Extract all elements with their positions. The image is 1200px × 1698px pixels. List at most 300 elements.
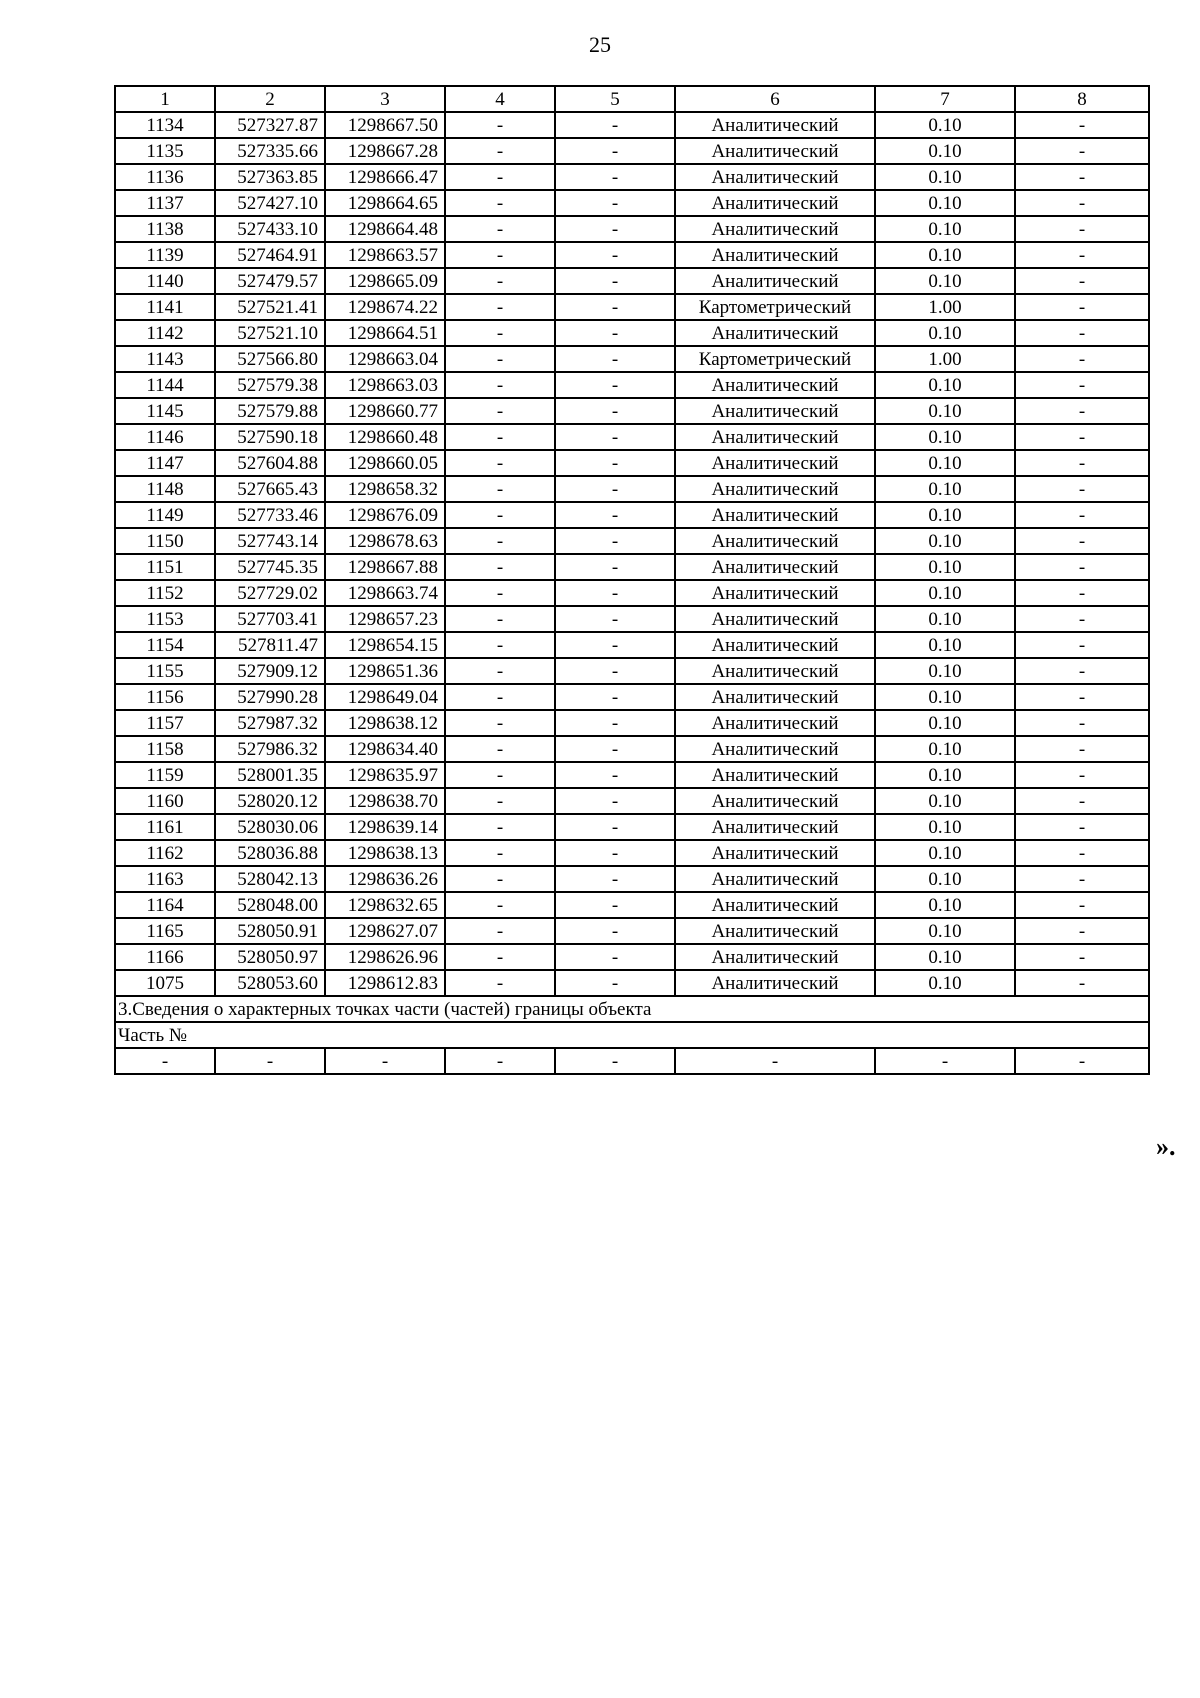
table-cell: 527363.85	[215, 164, 325, 190]
table-cell: -	[1015, 372, 1149, 398]
table-cell: Аналитический	[675, 944, 875, 970]
table-cell: 0.10	[875, 606, 1015, 632]
table-cell: 528001.35	[215, 762, 325, 788]
table-cell: 1158	[115, 736, 215, 762]
table-cell: -	[555, 424, 675, 450]
empty-part-row	[115, 1048, 1149, 1074]
table-cell: 1298649.04	[325, 684, 445, 710]
table-cell: -	[1015, 658, 1149, 684]
table-cell: -	[555, 684, 675, 710]
table-cell: Аналитический	[675, 632, 875, 658]
table-cell: -	[555, 762, 675, 788]
table-cell: -	[445, 580, 555, 606]
table-header-row	[115, 86, 1149, 112]
table-cell: -	[1015, 424, 1149, 450]
table-cell: 0.10	[875, 242, 1015, 268]
table-cell: Аналитический	[675, 528, 875, 554]
table-cell: -	[325, 1048, 445, 1074]
table-row	[115, 554, 1149, 580]
page-number: 25	[589, 32, 611, 57]
table-cell: 1298665.09	[325, 268, 445, 294]
table-cell: 1298663.74	[325, 580, 445, 606]
table-cell: -	[555, 164, 675, 190]
table-row	[115, 346, 1149, 372]
table-cell: 1164	[115, 892, 215, 918]
table-cell: 1298660.77	[325, 398, 445, 424]
table-cell: Аналитический	[675, 242, 875, 268]
table-cell: -	[1015, 346, 1149, 372]
table-cell: Аналитический	[675, 502, 875, 528]
table-cell: -	[445, 190, 555, 216]
table-cell: Аналитический	[675, 190, 875, 216]
table-cell: 0.10	[875, 424, 1015, 450]
table-cell: 527590.18	[215, 424, 325, 450]
table-cell: -	[555, 476, 675, 502]
table-cell: 1298667.28	[325, 138, 445, 164]
table-row	[115, 814, 1149, 840]
table-row	[115, 710, 1149, 736]
table-cell: 1075	[115, 970, 215, 996]
table-cell: -	[445, 944, 555, 970]
table-cell: -	[555, 866, 675, 892]
table-cell: 1298632.65	[325, 892, 445, 918]
table-cell: 1154	[115, 632, 215, 658]
table-cell: 1298658.32	[325, 476, 445, 502]
table-cell: -	[445, 450, 555, 476]
table-cell: -	[445, 658, 555, 684]
table-cell: 0.10	[875, 684, 1015, 710]
table-cell: 0.10	[875, 190, 1015, 216]
table-cell: 0.10	[875, 164, 1015, 190]
part-row	[115, 1022, 1149, 1048]
table-cell: Аналитический	[675, 892, 875, 918]
table-cell: -	[445, 242, 555, 268]
table-cell: 1298664.65	[325, 190, 445, 216]
table-cell: -	[555, 398, 675, 424]
table-cell: Аналитический	[675, 866, 875, 892]
table-cell: 527521.41	[215, 294, 325, 320]
table-cell: 0.10	[875, 372, 1015, 398]
table-cell: 527479.57	[215, 268, 325, 294]
table-cell: 527566.80	[215, 346, 325, 372]
table-cell: Аналитический	[675, 398, 875, 424]
table-cell: 527579.88	[215, 398, 325, 424]
table-cell: 0.10	[875, 970, 1015, 996]
table-cell: 1134	[115, 112, 215, 138]
table-cell: -	[555, 970, 675, 996]
table-row	[115, 944, 1149, 970]
table-cell: -	[555, 554, 675, 580]
table-cell: Аналитический	[675, 970, 875, 996]
table-cell: 1298676.09	[325, 502, 445, 528]
table-cell: -	[555, 528, 675, 554]
table-cell: 0.10	[875, 398, 1015, 424]
table-cell: -	[445, 138, 555, 164]
table-row	[115, 372, 1149, 398]
table-cell: 1298635.97	[325, 762, 445, 788]
table-cell: 1143	[115, 346, 215, 372]
table-cell: -	[555, 658, 675, 684]
table-cell: 528030.06	[215, 814, 325, 840]
table-cell: 1298674.22	[325, 294, 445, 320]
table-cell: 0.10	[875, 450, 1015, 476]
table-cell: 527604.88	[215, 450, 325, 476]
table-cell: -	[1015, 632, 1149, 658]
table-row	[115, 736, 1149, 762]
table-cell: -	[1015, 1048, 1149, 1074]
table-cell: -	[1015, 892, 1149, 918]
table-cell: -	[555, 632, 675, 658]
table-row	[115, 320, 1149, 346]
table-cell: -	[445, 736, 555, 762]
table-cell: 1166	[115, 944, 215, 970]
table-cell: 527335.66	[215, 138, 325, 164]
table-cell: 1141	[115, 294, 215, 320]
table-cell: -	[445, 320, 555, 346]
table-cell: -	[555, 242, 675, 268]
table-cell: 0.10	[875, 580, 1015, 606]
table-cell: -	[555, 944, 675, 970]
table-row	[115, 528, 1149, 554]
table-cell: -	[555, 294, 675, 320]
table-cell: 527987.32	[215, 710, 325, 736]
table-cell: -	[445, 372, 555, 398]
table-cell: 0.10	[875, 554, 1015, 580]
table-cell: -	[1015, 710, 1149, 736]
table-body	[115, 112, 1149, 996]
table-cell: -	[445, 502, 555, 528]
section-title: 3.Сведения о характерных точках части (частей) границы объекта	[115, 996, 1149, 1022]
table-cell: 1298654.15	[325, 632, 445, 658]
table-cell: 528048.00	[215, 892, 325, 918]
table-cell: 527327.87	[215, 112, 325, 138]
table-cell: 527521.10	[215, 320, 325, 346]
table-row	[115, 268, 1149, 294]
table-cell: 0.10	[875, 268, 1015, 294]
table-cell: -	[555, 268, 675, 294]
table-cell: -	[445, 268, 555, 294]
section-row	[115, 996, 1149, 1022]
table-cell: -	[1015, 164, 1149, 190]
table-cell: -	[1015, 268, 1149, 294]
table-row	[115, 450, 1149, 476]
table-cell: -	[1015, 138, 1149, 164]
table-cell: 1298638.12	[325, 710, 445, 736]
table-cell: 1159	[115, 762, 215, 788]
table-cell: 1163	[115, 866, 215, 892]
table-cell: 1155	[115, 658, 215, 684]
table-cell: 527433.10	[215, 216, 325, 242]
table-cell: 1156	[115, 684, 215, 710]
table-cell: -	[445, 762, 555, 788]
table-cell: -	[675, 1048, 875, 1074]
table-row	[115, 866, 1149, 892]
table-row	[115, 424, 1149, 450]
table-cell: Аналитический	[675, 840, 875, 866]
table-cell: 527427.10	[215, 190, 325, 216]
table-cell: -	[555, 814, 675, 840]
table-cell: 0.10	[875, 788, 1015, 814]
table-cell: 1144	[115, 372, 215, 398]
table-cell: 527990.28	[215, 684, 325, 710]
table-cell: -	[1015, 762, 1149, 788]
table-row	[115, 970, 1149, 996]
table-cell: 1.00	[875, 294, 1015, 320]
table-row	[115, 216, 1149, 242]
table-cell: Аналитический	[675, 450, 875, 476]
table-cell: 1298660.05	[325, 450, 445, 476]
table-cell: 1298663.57	[325, 242, 445, 268]
table-cell: -	[445, 476, 555, 502]
table-row	[115, 632, 1149, 658]
table-cell: 1148	[115, 476, 215, 502]
table-cell: 1139	[115, 242, 215, 268]
table-row	[115, 112, 1149, 138]
table-row	[115, 398, 1149, 424]
table-cell: 1152	[115, 580, 215, 606]
table-cell: -	[1015, 736, 1149, 762]
table-cell: 527745.35	[215, 554, 325, 580]
table-cell: 0.10	[875, 216, 1015, 242]
column-header: 1	[115, 86, 215, 112]
table-cell: -	[445, 788, 555, 814]
table-cell: -	[1015, 866, 1149, 892]
table-cell: Аналитический	[675, 320, 875, 346]
table-cell: -	[445, 164, 555, 190]
table-cell: -	[445, 528, 555, 554]
table-cell: -	[445, 398, 555, 424]
table-cell: 1298664.51	[325, 320, 445, 346]
table-cell: -	[1015, 320, 1149, 346]
table-cell: -	[555, 372, 675, 398]
table-cell: -	[555, 736, 675, 762]
table-cell: -	[445, 112, 555, 138]
table-cell: 1298663.03	[325, 372, 445, 398]
table-row	[115, 476, 1149, 502]
table-row	[115, 606, 1149, 632]
column-header: 2	[215, 86, 325, 112]
table-cell: Аналитический	[675, 658, 875, 684]
table-cell: 1150	[115, 528, 215, 554]
table-cell: Аналитический	[675, 112, 875, 138]
table-cell: 1136	[115, 164, 215, 190]
table-cell: 0.10	[875, 502, 1015, 528]
table-cell: Аналитический	[675, 216, 875, 242]
table-cell: 1140	[115, 268, 215, 294]
table-cell: 0.10	[875, 632, 1015, 658]
table-cell: -	[445, 892, 555, 918]
table-cell: -	[1015, 528, 1149, 554]
table-cell: 1298663.04	[325, 346, 445, 372]
table-cell: -	[555, 346, 675, 372]
table-cell: -	[1015, 476, 1149, 502]
table-cell: -	[1015, 840, 1149, 866]
table-cell: 1298667.50	[325, 112, 445, 138]
table-cell: -	[555, 788, 675, 814]
table-cell: 1298638.70	[325, 788, 445, 814]
table-cell: -	[555, 450, 675, 476]
table-cell: 1161	[115, 814, 215, 840]
table-cell: -	[1015, 294, 1149, 320]
table-cell: -	[875, 1048, 1015, 1074]
table-row	[115, 918, 1149, 944]
table-cell: 0.10	[875, 112, 1015, 138]
table-cell: -	[1015, 970, 1149, 996]
table-row	[115, 190, 1149, 216]
table-cell: 1162	[115, 840, 215, 866]
column-header: 6	[675, 86, 875, 112]
table-cell: 1160	[115, 788, 215, 814]
table-cell: Аналитический	[675, 580, 875, 606]
table-cell: 527729.02	[215, 580, 325, 606]
table-cell: 1149	[115, 502, 215, 528]
table-cell: -	[555, 840, 675, 866]
table-cell: -	[555, 710, 675, 736]
table-cell: -	[1015, 502, 1149, 528]
coordinates-table	[114, 85, 1150, 1075]
table-cell: Аналитический	[675, 268, 875, 294]
table-cell: -	[555, 1048, 675, 1074]
table-cell: -	[445, 1048, 555, 1074]
table-cell: 528042.13	[215, 866, 325, 892]
column-header: 8	[1015, 86, 1149, 112]
table-cell: 1153	[115, 606, 215, 632]
table-cell: -	[555, 112, 675, 138]
table-cell: -	[555, 892, 675, 918]
table-cell: 527743.14	[215, 528, 325, 554]
table-cell: -	[445, 918, 555, 944]
table-cell: 1298651.36	[325, 658, 445, 684]
table-cell: -	[445, 424, 555, 450]
table-row	[115, 242, 1149, 268]
table-cell: -	[445, 216, 555, 242]
table-cell: 1298634.40	[325, 736, 445, 762]
table-cell: -	[215, 1048, 325, 1074]
table-cell: 527464.91	[215, 242, 325, 268]
table-cell: 528036.88	[215, 840, 325, 866]
table-cell: -	[1015, 918, 1149, 944]
table-cell: 527733.46	[215, 502, 325, 528]
table-cell: 1165	[115, 918, 215, 944]
table-row	[115, 580, 1149, 606]
table-cell: Аналитический	[675, 788, 875, 814]
table-cell: 1298627.07	[325, 918, 445, 944]
table-cell: Картометрический	[675, 294, 875, 320]
table-cell: 527986.32	[215, 736, 325, 762]
table-cell: -	[1015, 242, 1149, 268]
table-cell: 1142	[115, 320, 215, 346]
table-row	[115, 502, 1149, 528]
table-cell: 0.10	[875, 736, 1015, 762]
table-cell: 0.10	[875, 892, 1015, 918]
table-cell: -	[445, 346, 555, 372]
table-cell: -	[1015, 450, 1149, 476]
table-cell: Аналитический	[675, 918, 875, 944]
table-cell: 1298667.88	[325, 554, 445, 580]
table-cell: 1298639.14	[325, 814, 445, 840]
column-header: 3	[325, 86, 445, 112]
table-cell: -	[445, 554, 555, 580]
table-row	[115, 788, 1149, 814]
table-row	[115, 684, 1149, 710]
table-cell: 1298626.96	[325, 944, 445, 970]
table-cell: 0.10	[875, 658, 1015, 684]
table-cell: -	[1015, 606, 1149, 632]
table-cell: 1146	[115, 424, 215, 450]
table-cell: 0.10	[875, 866, 1015, 892]
column-header: 7	[875, 86, 1015, 112]
table-cell: 1145	[115, 398, 215, 424]
table-cell: 1298636.26	[325, 866, 445, 892]
table-cell: -	[555, 502, 675, 528]
table-row	[115, 658, 1149, 684]
table-cell: 0.10	[875, 528, 1015, 554]
table-cell: -	[445, 606, 555, 632]
table-cell: -	[555, 606, 675, 632]
table-cell: 0.10	[875, 138, 1015, 164]
table-cell: -	[445, 866, 555, 892]
table-cell: 1298638.13	[325, 840, 445, 866]
table-cell: Аналитический	[675, 554, 875, 580]
table-cell: 527665.43	[215, 476, 325, 502]
closing-quote: ».	[1156, 1132, 1176, 1161]
table-cell: -	[1015, 944, 1149, 970]
table-cell: 1298660.48	[325, 424, 445, 450]
table-cell: -	[555, 138, 675, 164]
table-cell: Аналитический	[675, 372, 875, 398]
table-cell: -	[555, 580, 675, 606]
table-cell: 0.10	[875, 320, 1015, 346]
table-cell: -	[115, 1048, 215, 1074]
table-cell: 1298666.47	[325, 164, 445, 190]
table-cell: -	[445, 970, 555, 996]
table-cell: 528050.97	[215, 944, 325, 970]
column-header: 5	[555, 86, 675, 112]
table-cell: Аналитический	[675, 736, 875, 762]
table-cell: -	[445, 684, 555, 710]
table-cell: -	[1015, 684, 1149, 710]
table-cell: Аналитический	[675, 424, 875, 450]
table-row	[115, 840, 1149, 866]
table-cell: -	[1015, 814, 1149, 840]
table-cell: 0.10	[875, 918, 1015, 944]
table-row	[115, 138, 1149, 164]
table-row	[115, 892, 1149, 918]
table-cell: 1137	[115, 190, 215, 216]
table-cell: 0.10	[875, 476, 1015, 502]
table-row	[115, 762, 1149, 788]
table-cell: 0.10	[875, 944, 1015, 970]
table-cell: -	[1015, 554, 1149, 580]
table-cell: -	[1015, 190, 1149, 216]
table-cell: Аналитический	[675, 814, 875, 840]
table-cell: -	[1015, 788, 1149, 814]
table-cell: 1.00	[875, 346, 1015, 372]
table-cell: 1138	[115, 216, 215, 242]
table-cell: 1151	[115, 554, 215, 580]
table-cell: Аналитический	[675, 606, 875, 632]
table-cell: -	[555, 918, 675, 944]
table-cell: -	[1015, 580, 1149, 606]
table-cell: -	[555, 320, 675, 346]
table-cell: 527811.47	[215, 632, 325, 658]
table-cell: 1298664.48	[325, 216, 445, 242]
table-cell: -	[1015, 216, 1149, 242]
table-cell: 1157	[115, 710, 215, 736]
table-cell: 1135	[115, 138, 215, 164]
table-cell: 0.10	[875, 814, 1015, 840]
table-cell: Аналитический	[675, 138, 875, 164]
